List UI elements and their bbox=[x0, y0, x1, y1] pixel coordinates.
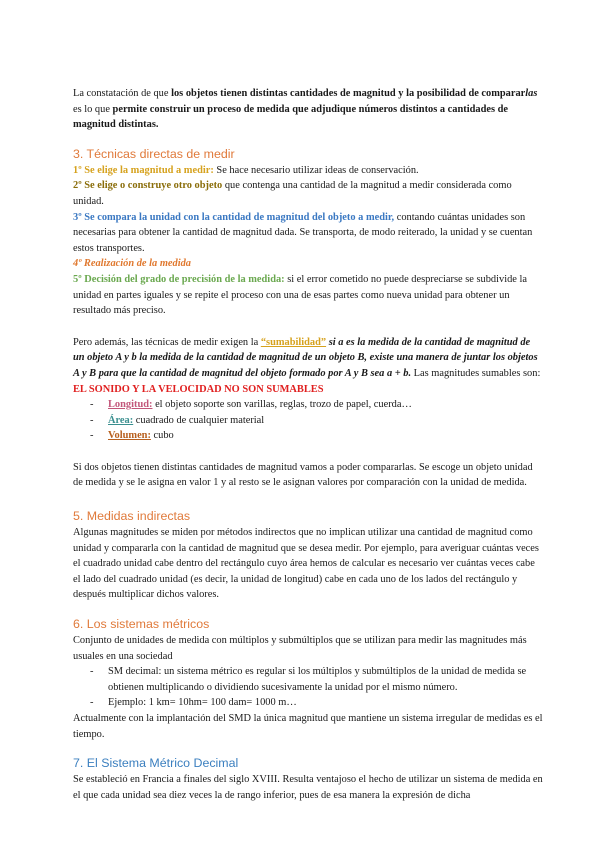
metric-list bbox=[73, 664, 543, 711]
step-3-label: 3º Se compara la unidad con la cantidad de magnitud del objeto a medir, bbox=[73, 211, 395, 223]
intro-bold-1: los objetos tienen distintas cantidades de magnitud y la posibilidad de comparar bbox=[171, 88, 526, 99]
bullet-dash: - bbox=[90, 697, 94, 709]
bullet-dash: - bbox=[90, 399, 94, 411]
sm-decimal-text: SM decimal: un sistema métrico es regular si los múltiplos y submúltiplos de la unidad de medida se obtienen multiplicando o dividiendo sucesivamente la unidad por el mismo número. bbox=[108, 666, 527, 693]
bullet-dash: - bbox=[90, 414, 94, 426]
step-2-text: que contenga una cantidad de la magnitud a medir considerada como unidad. bbox=[73, 180, 512, 207]
step-1-text: Se hace necesario utilizar ideas de conservación. bbox=[213, 164, 419, 176]
not-summable-note: EL SONIDO Y LA VELOCIDAD NO SON SUMABLES bbox=[73, 383, 324, 395]
sumabilidad-intro: Pero además, las técnicas de medir exigen la bbox=[73, 336, 261, 348]
step-2 bbox=[73, 178, 543, 209]
area-text: cuadrado de cualquier material bbox=[133, 414, 265, 426]
intro-bold-2: las bbox=[525, 88, 538, 99]
sumabilidad-term: “sumabilidad” bbox=[260, 336, 327, 348]
longitud-label: Longitud: bbox=[108, 399, 153, 411]
volumen-label: Volumen: bbox=[108, 430, 151, 442]
step-5-text: si el error cometido no puede despreciarse se subdivide la unidad en partes iguales y se repite el proceso con una de esas partes como nueva unidad para obtener un resultado más preciso. bbox=[73, 273, 528, 317]
list-item-sm-decimal bbox=[73, 664, 543, 695]
step-4 bbox=[73, 256, 543, 272]
list-item-volumen bbox=[73, 428, 543, 444]
section-6-heading: 6. Los sistemas métricos bbox=[73, 617, 210, 632]
step-1-label: 1º Se elige la magnitud a medir: bbox=[73, 164, 214, 176]
section-5-heading: 5. Medidas indirectas bbox=[73, 509, 191, 524]
step-5-label: 5º Decisión del grado de precisión de la medida: bbox=[73, 273, 285, 285]
step-2-label: 2º Se elige o construye otro objeto bbox=[73, 180, 223, 192]
intro-bold-3: permite construir un proceso de medida que adjudique números distintos a cantidades de magnitud distintas. bbox=[73, 103, 509, 131]
volumen-text: cubo bbox=[150, 430, 174, 442]
section-6-text: Conjunto de unidades de medida con múltiplos y submúltiplos que se utilizan para medir las magnitudes más usuales en una sociedad bbox=[73, 635, 527, 662]
section-6-closing: Actualmente con la implantación del SMD la única magnitud que mantiene un sistema irregular de medidas es el tiempo. bbox=[73, 713, 543, 740]
section-5-text: Algunas magnitudes se miden por métodos indirectos que no implican utilizar una cantidad de magnitud como unidad y compararla con la cantidad de magnitud que se desea medir. Por ejemplo, para averiguar cuántas veces el cuadrado unidad cabe dentro del rectángulo cuyo área hemos de calcular es necesario ver cuántas veces cabe el lado del cuadrado unidad (es decir, la unidad de longitud) cabe en cada uno de los lados del rectángulo y después multiplicar dichos valores. bbox=[73, 527, 539, 601]
step-5 bbox=[73, 272, 543, 319]
list-item-area bbox=[73, 413, 543, 429]
bullet-dash: - bbox=[90, 430, 94, 442]
intro-text-2: es lo que bbox=[73, 103, 113, 115]
intro-text: La constatación de que bbox=[73, 88, 172, 99]
bullet-dash: - bbox=[90, 666, 94, 678]
sumabilidad-paragraph bbox=[73, 335, 543, 397]
section-7-text: Se estableció en Francia a finales del siglo XVIII. Resulta ventajoso el hecho de utilizar un sistema de medida en el que cada unidad sea diez veces la de rango inferior, pues de esa manera la expresión de dicha bbox=[73, 774, 543, 801]
longitud-text: el objeto soporte son varillas, reglas, trozo de papel, cuerda… bbox=[152, 399, 412, 411]
step-3-text: contando cuántas unidades son necesarias para obtener la cantidad de magnitud dada. Se transporta, de modo reiterado, la unidad y se cuentan estos transportes. bbox=[73, 211, 533, 254]
step-1 bbox=[73, 163, 543, 179]
intro-paragraph bbox=[73, 86, 543, 133]
sumabilidad-lead: Las magnitudes sumables son: bbox=[411, 367, 541, 379]
example-text: Ejemplo: 1 km= 10hm= 100 dam= 1000 m… bbox=[108, 697, 297, 709]
document-body bbox=[73, 86, 543, 803]
summable-list bbox=[73, 397, 543, 444]
step-3 bbox=[73, 210, 543, 257]
sumabilidad-definition: si a es la medida de la cantidad de magnitud de un objeto A y b la medida de la cantidad de magnitud de un objeto B, existe una manera de juntar los objetos A y B para que la cantidad de magnitud del objeto formado por A y B sea a + b. bbox=[73, 336, 538, 379]
list-item-example bbox=[73, 695, 543, 711]
section-7-heading: 7. El Sistema Métrico Decimal bbox=[73, 756, 239, 771]
comparison-paragraph: Si dos objetos tienen distintas cantidades de magnitud vamos a poder compararlas. Se escoge un objeto unidad de medida y se le asigna en valor 1 y al resto se le asignan valores por comparación con la unidad de medida. bbox=[73, 461, 533, 489]
section-3-heading: 3. Técnicas directas de medir bbox=[73, 146, 235, 161]
list-item-longitud bbox=[73, 397, 543, 413]
step-4-label: 4º Realización de la medida bbox=[73, 258, 191, 270]
area-label: Área: bbox=[108, 414, 134, 426]
